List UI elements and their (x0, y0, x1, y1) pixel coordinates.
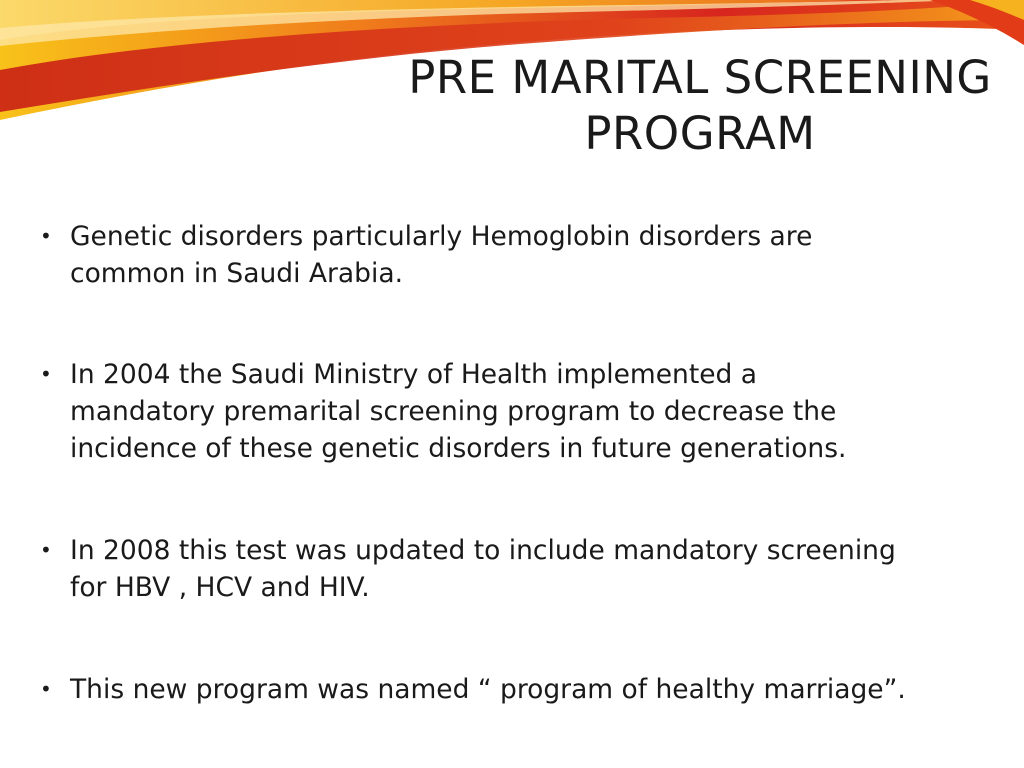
bullet-text-line: mandatory premarital screening program to decrease the (70, 396, 837, 427)
slide-title-line-2: PROGRAM (584, 107, 816, 160)
bullet-marker: • (40, 224, 52, 248)
bullet-marker: • (40, 677, 52, 701)
bullet-item (40, 218, 980, 292)
bullet-text (70, 356, 980, 467)
bullet-text-line: common in Saudi Arabia. (70, 258, 403, 289)
bullet-text-line: This new program was named “ program of healthy marriage”. (70, 674, 906, 705)
bullet-text-line: In 2004 the Saudi Ministry of Health implemented a (70, 359, 758, 390)
bullet-marker: • (40, 362, 52, 386)
bullet-item (40, 671, 980, 708)
bullet-text-line: for HBV , HCV and HIV. (70, 572, 370, 603)
bullet-marker: • (40, 538, 52, 562)
bullet-text-line: In 2008 this test was updated to include mandatory screening (70, 535, 896, 566)
bullet-item (40, 532, 980, 606)
slide-title-line-1: PRE MARITAL SCREENING (408, 51, 992, 104)
bullet-text (70, 671, 980, 708)
bullet-text (70, 218, 980, 292)
bullet-text-line: Genetic disorders particularly Hemoglobin disorders are (70, 221, 813, 252)
slide-title (360, 50, 1024, 162)
bullet-text (70, 532, 980, 606)
bullet-item (40, 356, 980, 467)
bullet-text-line: incidence of these genetic disorders in future generations. (70, 433, 847, 464)
